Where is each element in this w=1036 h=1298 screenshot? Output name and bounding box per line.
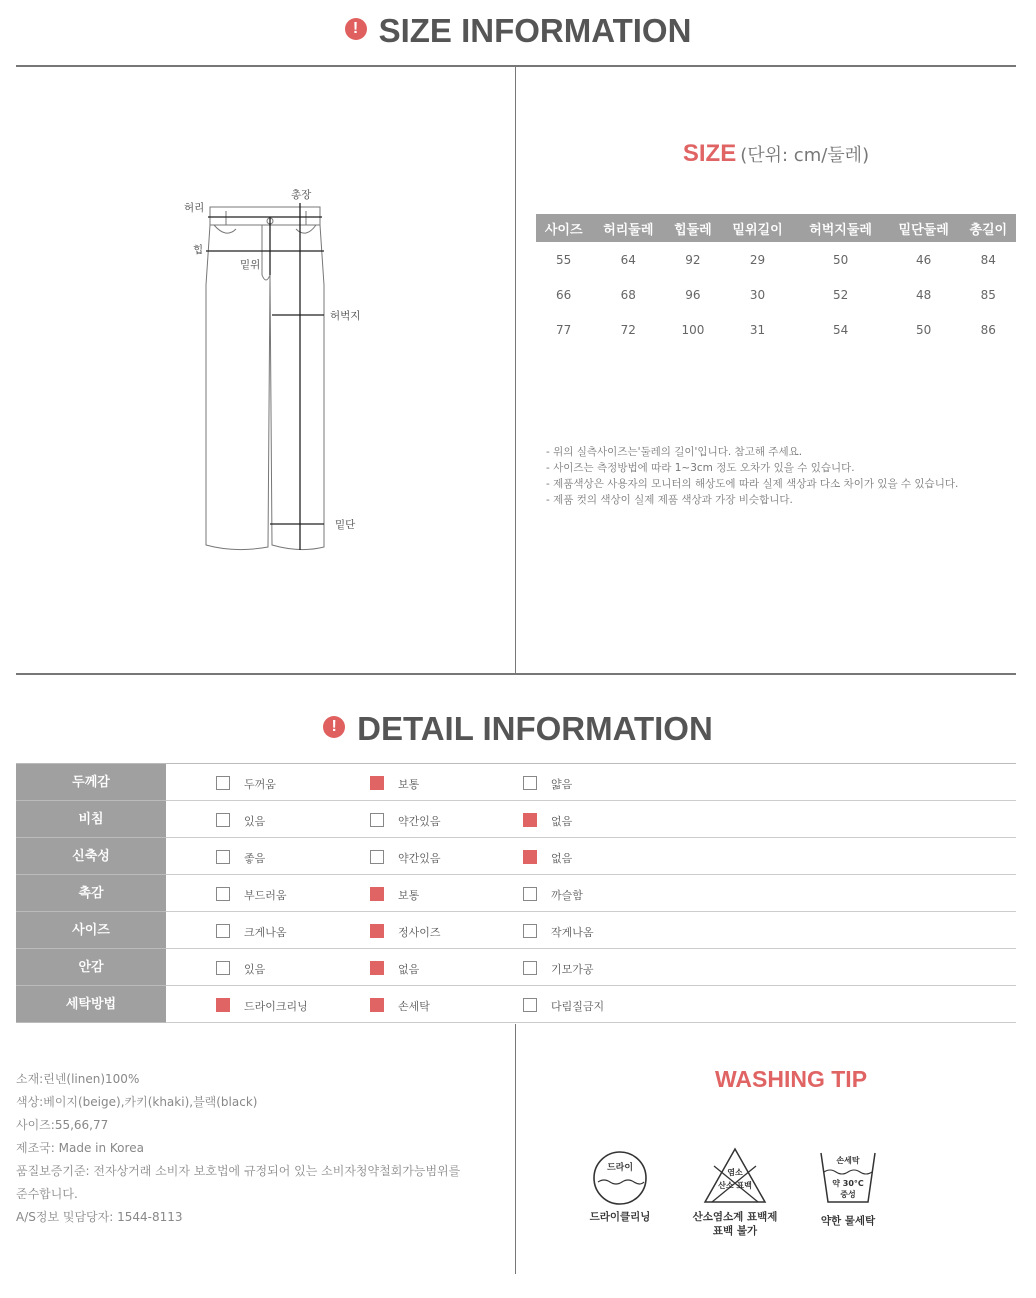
washing-tip-title: WASHING TIP [714,1066,868,1092]
note-line: - 제품색상은 사용자의 모니터의 해상도에 따라 실제 색상과 다소 차이가 있을 수 있습니다. [546,478,959,490]
detail-row-label: 안감 [16,949,166,986]
column-header: 힙둘레 [665,214,720,242]
detail-option [216,924,287,940]
checkbox [370,776,384,790]
table-cell: 54 [832,322,849,337]
checkbox [370,887,384,901]
note-line: - 사이즈는 측정방법에 따라 1~3cm 정도 오차가 있을 수 있습니다. [546,462,855,474]
detail-option [216,998,308,1014]
detail-option [216,961,265,977]
detail-row [16,764,1016,801]
option-label: 드라이크리닝 [244,1000,308,1013]
info-line: 품질보증기준: 전자상거래 소비자 보호법에 규정되어 있는 소비자청약철회가능범위를 [16,1164,461,1178]
no-bleach-icon [702,1146,768,1206]
option-label: 작게나옴 [551,926,594,939]
table-row [536,312,1016,347]
table-cell: 31 [749,322,766,337]
checkbox [216,813,230,827]
option-label: 얇음 [551,778,573,791]
wash-label: 드라이클리닝 [589,1211,651,1223]
detail-option [216,850,265,866]
svg-text:손세탁: 손세탁 [836,1156,860,1165]
detail-option [523,961,594,977]
checkbox [370,813,384,827]
table-cell: 29 [749,252,766,267]
checkbox [370,998,384,1012]
option-label: 좋음 [244,852,266,865]
checkbox [216,998,230,1012]
divider [515,1024,516,1274]
table-cell: 46 [916,252,932,267]
detail-row [16,912,1016,949]
divider [16,65,1016,67]
note-line: - 제품 컷의 색상이 실제 제품 색상과 가장 비슷합니다. [546,494,793,506]
table-row [536,277,1016,312]
detail-row-label: 사이즈 [16,912,166,949]
label-total-length: 총장 [291,189,312,201]
checkbox [370,961,384,975]
label-thigh: 허벅지 [330,310,361,322]
option-label: 보통 [398,889,420,902]
pants-diagram [190,195,370,560]
column-header: 밑단둘레 [887,214,961,242]
option-label: 부드러움 [244,889,287,902]
checkbox [523,961,537,975]
column-header: 총길이 [961,214,1016,242]
table-cell: 92 [685,252,701,267]
detail-option [216,813,265,829]
option-label: 기모가공 [551,963,594,976]
detail-row [16,801,1016,838]
size-notes [546,444,958,508]
checkbox [523,813,537,827]
hand-wash-icon [818,1150,878,1206]
size-heading: SIZE (단위: cm/둘레) [682,140,870,167]
option-label: 약간있음 [398,815,441,828]
size-table [536,214,1016,347]
info-line: 제조국: Made in Korea [16,1141,144,1155]
detail-option [216,776,276,792]
label-waist: 허리 [184,202,205,214]
option-label: 두꺼움 [244,778,276,791]
detail-row [16,949,1016,986]
size-section-title: ! SIZE INFORMATION [0,12,1036,50]
detail-row-label: 비침 [16,801,166,838]
detail-option [523,776,572,792]
checkbox [370,850,384,864]
dry-clean-icon [592,1150,648,1206]
info-line: A/S정보 및담당자: 1544-8113 [16,1210,183,1224]
alert-icon: ! [345,18,367,40]
checkbox [523,776,537,790]
detail-row-label: 세탁방법 [16,986,166,1023]
option-label: 정사이즈 [398,926,441,939]
column-header: 밑위길이 [721,214,795,242]
label-hem: 밑단 [335,519,356,531]
size-table-header [536,214,1016,242]
detail-table [16,763,1016,1023]
table-cell: 72 [620,322,636,337]
info-line: 준수합니다. [16,1187,78,1201]
checkbox [216,850,230,864]
option-label: 보통 [398,778,420,791]
detail-option [370,924,441,940]
label-hip: 힙 [193,244,204,256]
detail-option [523,924,594,940]
label-rise: 밑위 [240,259,261,271]
table-cell: 30 [749,287,766,302]
detail-row [16,986,1016,1023]
wash-label: 약한 물세탁 [820,1215,876,1227]
svg-text:약 30°C: 약 30°C [832,1179,864,1188]
svg-text:드라이: 드라이 [606,1163,634,1173]
detail-row [16,838,1016,875]
table-cell: 68 [620,287,636,302]
checkbox [523,924,537,938]
svg-text:염소: 염소 [727,1168,743,1177]
checkbox [216,776,230,790]
table-cell: 100 [681,322,705,337]
info-line: 사이즈:55,66,77 [16,1118,109,1132]
detail-option [370,850,441,866]
detail-option [370,887,419,903]
option-label: 까슬함 [551,889,583,902]
table-cell: 85 [980,287,996,302]
table-row [536,242,1016,277]
table-cell: 86 [980,322,996,337]
detail-row [16,875,1016,912]
detail-option [523,813,572,829]
option-label: 없음 [551,815,573,828]
table-cell: 50 [832,252,849,267]
table-cell: 52 [832,287,849,302]
svg-text:중성: 중성 [840,1190,856,1199]
option-label: 크게나옴 [244,926,287,939]
option-label: 없음 [551,852,573,865]
checkbox [523,998,537,1012]
info-line: 색상:베이지(beige),카키(khaki),블랙(black) [16,1095,258,1109]
detail-row-label: 두께감 [16,764,166,801]
column-header: 사이즈 [536,214,591,242]
detail-option [370,961,419,977]
table-cell: 77 [556,322,572,337]
checkbox [370,924,384,938]
table-cell: 66 [556,287,572,302]
column-header: 허벅지둘레 [794,214,886,242]
checkbox [523,887,537,901]
option-label: 손세탁 [398,1000,430,1013]
detail-option [523,887,583,903]
detail-row-label: 신축성 [16,838,166,875]
product-info [16,1068,511,1229]
table-cell: 50 [916,322,932,337]
checkbox [523,850,537,864]
note-line: - 위의 실측사이즈는'둘레의 길이'입니다. 참고해 주세요. [546,446,803,458]
detail-option [370,813,441,829]
option-label: 다림질금지 [551,1000,605,1013]
option-label: 약간있음 [398,852,441,865]
svg-text:산소 표백: 산소 표백 [718,1181,752,1190]
table-cell: 96 [685,287,701,302]
option-label: 있음 [244,963,266,976]
detail-option [523,998,604,1014]
alert-icon: ! [323,716,345,738]
column-header: 허리둘레 [591,214,665,242]
option-label: 있음 [244,815,266,828]
detail-option [370,776,419,792]
table-cell: 48 [916,287,932,302]
detail-option [523,850,572,866]
detail-option [216,887,287,903]
wash-label: 산소염소계 표백제 표백 불가 [692,1211,778,1237]
detail-section-title: ! DETAIL INFORMATION [0,710,1036,748]
detail-option [370,998,430,1014]
info-line: 소재:린넨(linen)100% [16,1072,140,1086]
table-cell: 84 [980,252,996,267]
table-cell: 64 [620,252,636,267]
checkbox [216,887,230,901]
option-label: 없음 [398,963,420,976]
checkbox [216,961,230,975]
detail-row-label: 촉감 [16,875,166,912]
divider [16,673,1016,675]
table-cell: 55 [556,252,572,267]
checkbox [216,924,230,938]
